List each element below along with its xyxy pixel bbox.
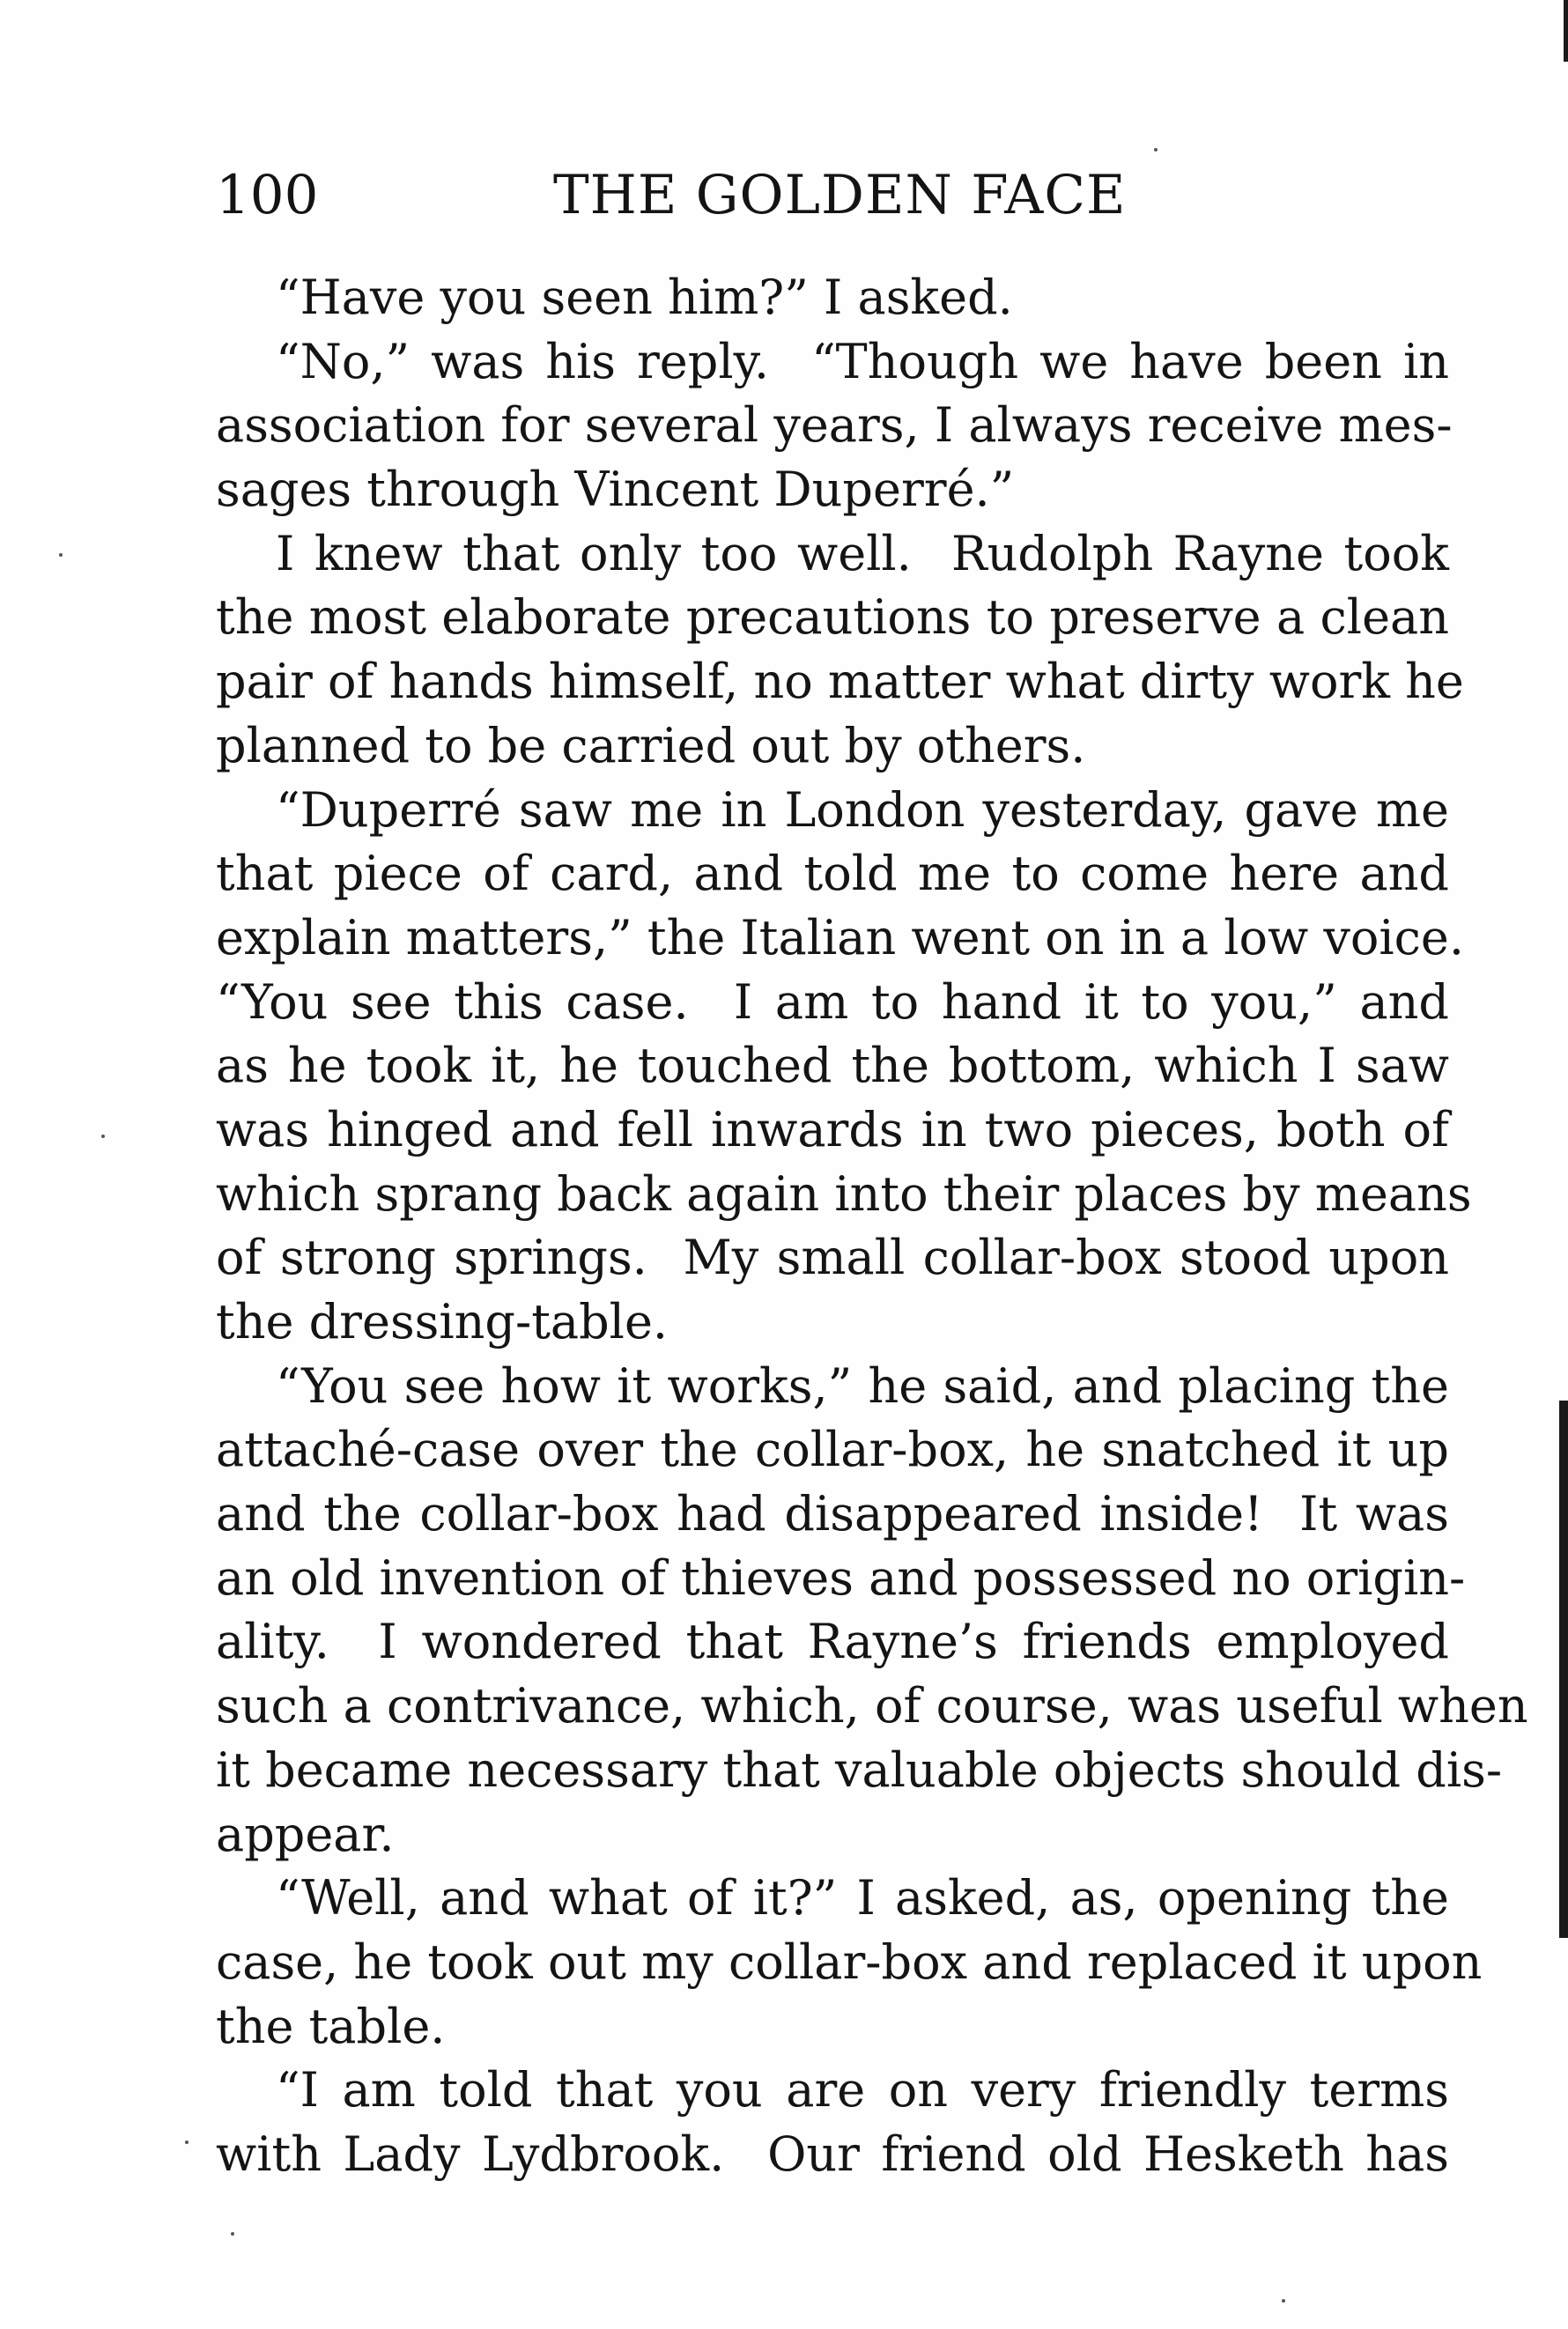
text-line: the dressing-table. [216,1294,669,1349]
text-line: which sprang back again into their places by means [216,1165,1472,1222]
text-line: appear. [216,1806,395,1862]
text-line: “I am told that you are on very friendly terms [276,2062,1449,2118]
scan-edge-streak-top [1564,0,1568,62]
text-line: planned to be carried out by others. [216,717,1086,773]
text-line: “You see this case. I am to hand it to you,” and [216,973,1449,1030]
running-head [216,160,1449,231]
text-line: of strong springs. My small collar-box stood upon [216,1230,1449,1286]
text-line: and the collar-box had disappeared inside! It was [216,1486,1449,1542]
text-line: it became necessary that valuable objects should dis- [216,1741,1503,1798]
text-line: pair of hands himself, no matter what dirty work he [216,654,1464,710]
text-line: I knew that only too well. Rudolph Rayne took [276,525,1449,581]
text-line: an old invention of thieves and possessed no origin- [216,1549,1466,1606]
scan-speck [59,553,63,557]
text-line: ality. I wondered that Rayne’s friends employed [216,1614,1449,1670]
scan-speck [231,2232,234,2236]
text-line: “No,” was his reply. “Though we have been in [276,333,1449,389]
text-line: sages through Vincent Duperré.” [216,462,1015,518]
text-line: that piece of card, and told me to come here and [216,846,1449,902]
text-line: as he took it, he touched the bottom, which I saw [216,1038,1449,1094]
text-line: the most elaborate precautions to preserve a clean [216,589,1449,646]
text-line: attaché-case over the collar-box, he snatched it up [216,1422,1449,1478]
text-line: “Well, and what of it?” I asked, as, opening the [276,1870,1449,1926]
text-line: case, he took out my collar-box and replaced it upon [216,1933,1483,1990]
scan-speck [1154,148,1158,152]
scan-speck [185,2140,189,2144]
text-line: “You see how it works,” he said, and placing the [276,1357,1449,1414]
text-line: “Have you seen him?” I asked. [276,270,1013,325]
text-line: with Lady Lydbrook. Our friend old Hesketh has [216,2126,1449,2182]
book-title: THE GOLDEN FACE [553,164,1127,226]
text-line: such a contrivance, which, of course, was useful when [216,1678,1528,1734]
text-line: association for several years, I always receive mes- [216,397,1453,454]
text-line: explain matters,” the Italian went on in a low voice. [216,909,1465,965]
scan-speck [1282,2299,1285,2303]
page-number: 100 [216,164,319,226]
body-text [216,266,1528,2187]
scan-speck [101,1135,105,1138]
scan-edge-streak [1559,1401,1568,1938]
text-line: was hinged and fell inwards in two pieces, both of [216,1101,1449,1157]
text-line: the table. [216,1998,446,2054]
text-line: “Duperré saw me in London yesterday, gave me [276,781,1449,838]
